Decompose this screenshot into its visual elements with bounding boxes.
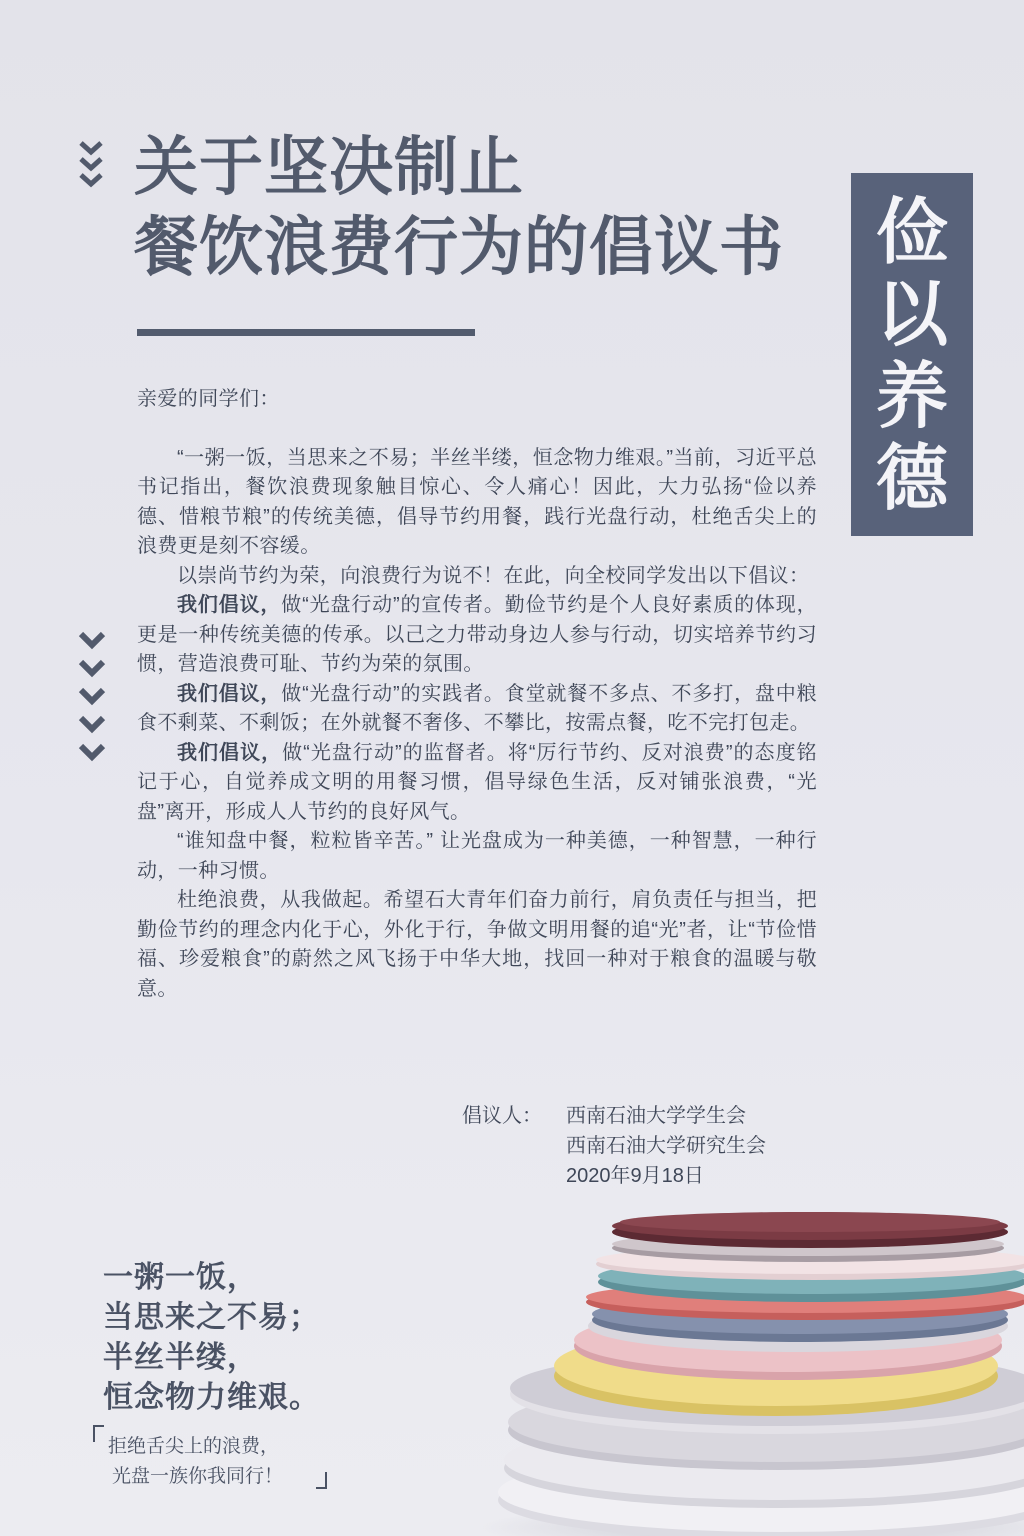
banner-char: 以 (875, 271, 948, 356)
proposal-lead: 我们倡议， (177, 741, 283, 764)
salutation: 亲爱的同学们： (137, 388, 280, 410)
proposal-text: 做“光盘行动”的监督者。将“厉行节约、反对浪费”的态度铭记于心，自觉养成文明的用餐习惯，倡导绿色生活，反对铺张浪费，“光盘”离开，形成人人节约的良好风气。 (137, 741, 818, 823)
letter-paragraph: 杜绝浪费，从我做起。希望石大青年们奋力前行，肩负责任与担当，把勤俭节约的理念内化于心，外化于行，争做文明用餐的追“光”者，让“节俭惜福、珍爱粮食”的蔚然之风飞扬于中华大地，找回一种对于粮食的温暖与敬意。 (137, 889, 817, 1000)
title-line-1: 关于坚决制止 (134, 131, 524, 205)
proposal-lead: 我们倡议， (177, 594, 282, 616)
poem-line: 一粥一饭， (103, 1260, 258, 1295)
banner-char: 俭 (875, 189, 948, 274)
poem-line: 半丝半缕， (103, 1340, 258, 1375)
letter-paragraph: “一粥一饭，当思来之不易；半丝半缕，恒念物力维艰。”当前，习近平总书记指出，餐饮浪费现象触目惊心、令人痛心！因此，大力弘扬“俭以养德、惜粮节粮”的传统美德，倡导节约用餐，践行光盘行动，杜绝舌尖上的浪费更是刻不容缓。 (137, 446, 817, 557)
banner-char: 养 (875, 353, 948, 438)
poem-line: 当思来之不易； (103, 1300, 320, 1335)
signature-date: 2020年9月18日 (566, 1165, 704, 1187)
letter-paragraph: “谁知盘中餐，粒粒皆辛苦。” 让光盘成为一种美德，一种智慧，一种行动，一种习惯。 (137, 830, 817, 882)
proposal-text: 做“光盘行动”的实践者。食堂就餐不多点、不多打，盘中粮食不剩菜、不剩饭；在外就餐不奢侈、不攀比，按需点餐，吃不完打包走。 (137, 682, 818, 734)
signature-org-1: 西南石油大学学生会 (566, 1105, 746, 1127)
banner-char: 德 (875, 435, 948, 520)
plate (620, 1212, 1000, 1232)
proposal-lead: 我们倡议， (177, 682, 282, 705)
slogan-line-2: 光盘一族你我同行！ (112, 1466, 284, 1487)
title-line-2: 餐饮浪费行为的倡议书 (134, 211, 784, 285)
proposal-text: 做“光盘行动”的宣传者。勤俭节约是个人良好素质的体现，更是一种传统美德的传承。以己之力带动身边人参与行动，切实培养节约习惯，营造浪费可耻、节约为荣的氛围。 (137, 594, 818, 675)
letter-paragraph: 以崇尚节约为荣，向浪费行为说不！在此，向全校同学发出以下倡议： (177, 564, 810, 587)
slogan-line-1: 拒绝舌尖上的浪费， (108, 1436, 280, 1457)
poem-line: 恒念物力维艰。 (103, 1380, 320, 1415)
signature-label: 倡议人： (462, 1105, 542, 1127)
signature-org-2: 西南石油大学研究生会 (566, 1135, 766, 1157)
